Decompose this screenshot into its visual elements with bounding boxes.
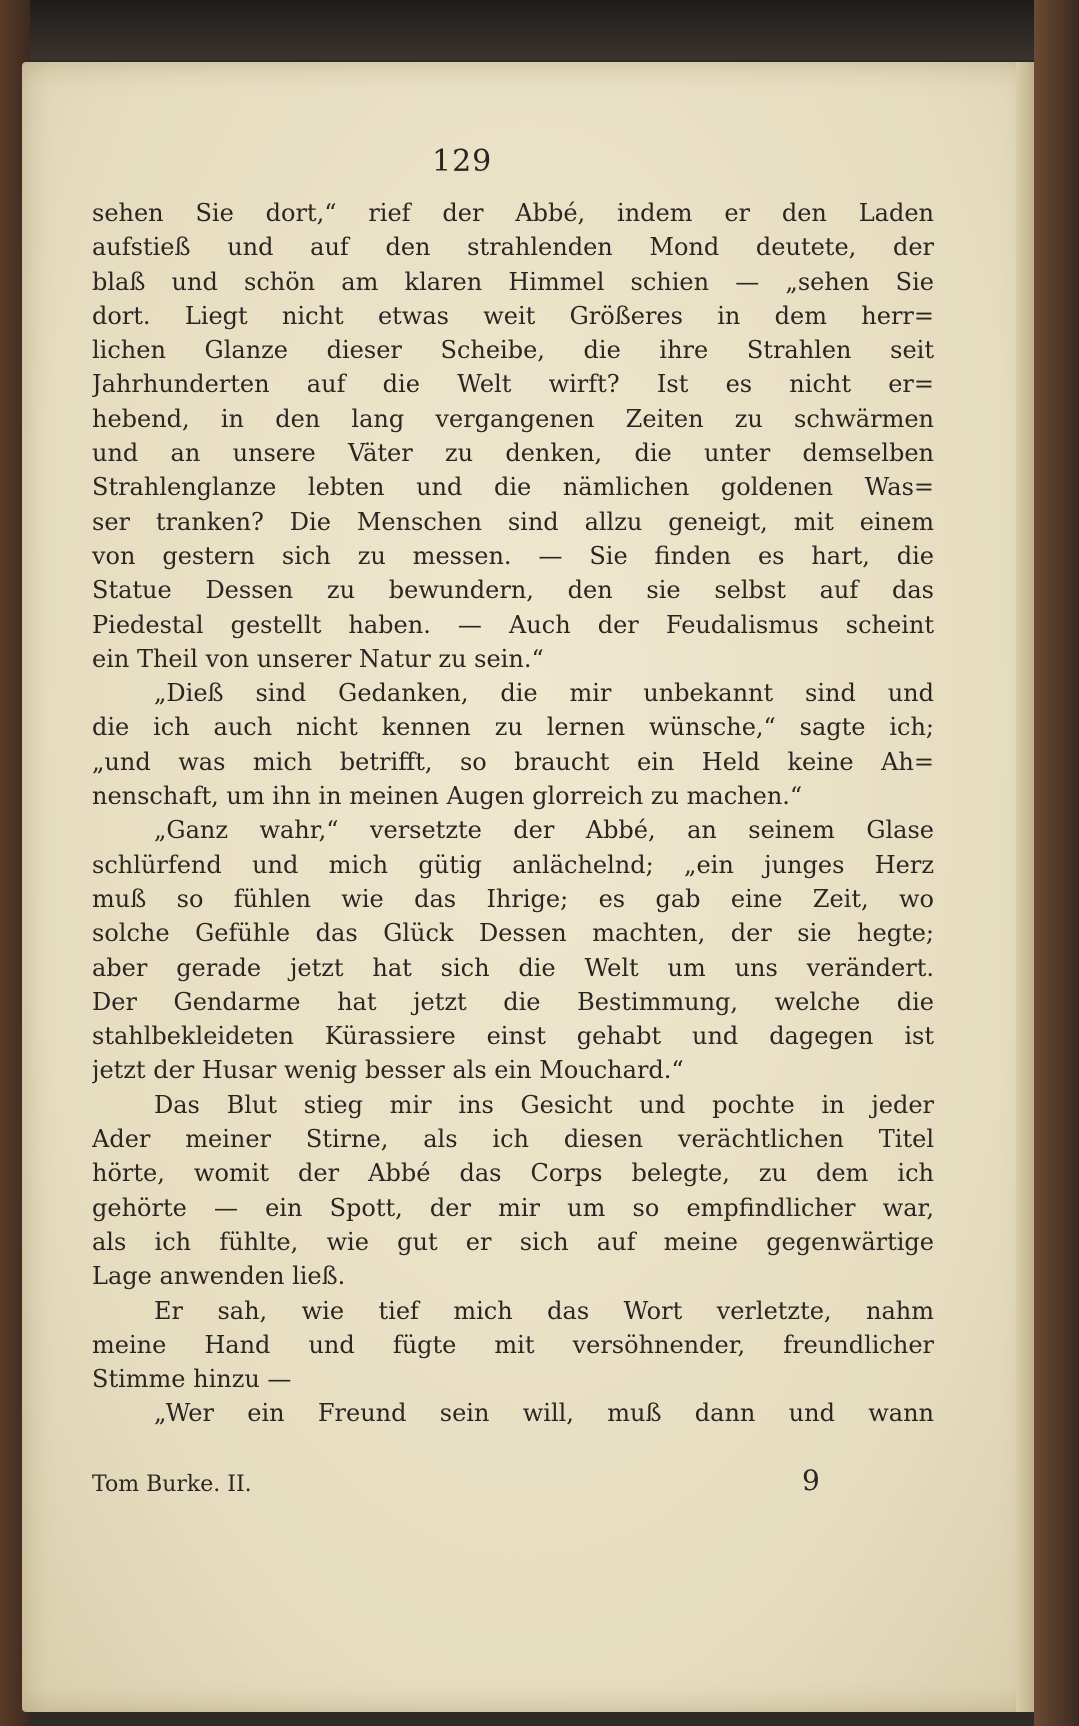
text-line: aufstieß und auf den strahlenden Mond deutete, der [92,233,934,262]
text-line: jetzt der Husar wenig besser als ein Mouchard.“ [92,1056,684,1085]
text-line: als ich fühlte, wie gut er sich auf meine gegenwärtige [92,1227,934,1256]
text-line: muß so fühlen wie das Ihrige; es gab eine Zeit, wo [92,884,934,913]
text-line: von gestern sich zu messen. — Sie finden es hart, die [92,541,934,570]
text-line: hörte, womit der Abbé das Corps belegte, zu dem ich [92,1159,934,1188]
footer-signature: Tom Burke. II. [92,1472,252,1497]
book-cover-right [1034,0,1079,1726]
body-text [92,196,934,1431]
text-line: Strahlenglanze lebten und die nämlichen goldenen Was= [92,473,934,502]
text-line: „Dieß sind Gedanken, die mir unbekannt sind und [154,679,934,708]
text-line: meine Hand und fügte mit versöhnender, freundlicher [92,1330,934,1359]
book-cover-top [0,0,1079,60]
page-number: 129 [432,144,493,179]
text-line: Statue Dessen zu bewundern, den sie selbst auf das [92,576,934,605]
text-line: gehörte — ein Spott, der mir um so empfindlicher war, [92,1193,934,1222]
text-line: Das Blut stieg mir ins Gesicht und pochte in jeder [154,1090,934,1119]
book-page [22,62,1034,1712]
text-line: hebend, in den lang vergangenen Zeiten zu schwärmen [92,404,934,433]
text-line: „und was mich betrifft, so braucht ein Held keine Ah= [92,747,934,776]
text-line: ser tranken? Die Menschen sind allzu geneigt, mit einem [92,507,934,536]
text-line: Lage anwenden ließ. [92,1262,346,1291]
text-line: die ich auch nicht kennen zu lernen wünsche,“ sagte ich; [92,713,934,742]
text-line: Ader meiner Stirne, als ich diesen verächtlichen Titel [92,1125,934,1154]
page-edge [1016,62,1034,1712]
text-line: Er sah, wie tief mich das Wort verletzte, nahm [154,1296,934,1325]
text-line: dort. Liegt nicht etwas weit Größeres in dem herr= [92,301,934,330]
text-line: Piedestal gestellt haben. — Auch der Feudalismus scheint [92,610,934,639]
text-line: „Ganz wahr,“ versetzte der Abbé, an seinem Glase [154,816,934,845]
text-line: blaß und schön am klaren Himmel schien — „sehen Sie [92,267,934,296]
text-line: Der Gendarme hat jetzt die Bestimmung, welche die [92,987,934,1016]
text-line: lichen Glanze dieser Scheibe, die ihre Strahlen seit [92,336,934,365]
text-line: schlürfend und mich gütig anlächelnd; „ein junges Herz [92,850,934,879]
text-line: Stimme hinzu — [92,1365,292,1394]
text-line: und an unsere Väter zu denken, die unter demselben [92,439,934,468]
footer-sheet-mark: 9 [802,1464,820,1497]
text-line: ein Theil von unserer Natur zu sein.“ [92,644,544,673]
text-line: stahlbekleideten Kürassiere einst gehabt und dagegen ist [92,1022,934,1051]
text-line: „Wer ein Freund sein will, muß dann und wann [154,1399,934,1428]
text-line: Jahrhunderten auf die Welt wirft? Ist es nicht er= [92,370,934,399]
text-line: solche Gefühle das Glück Dessen machten, der sie hegte; [92,919,934,948]
text-line: sehen Sie dort,“ rief der Abbé, indem er den Laden [92,199,934,227]
text-line: nenschaft, um ihn in meinen Augen glorreich zu machen.“ [92,782,803,811]
text-line: aber gerade jetzt hat sich die Welt um uns verändert. [92,953,934,982]
